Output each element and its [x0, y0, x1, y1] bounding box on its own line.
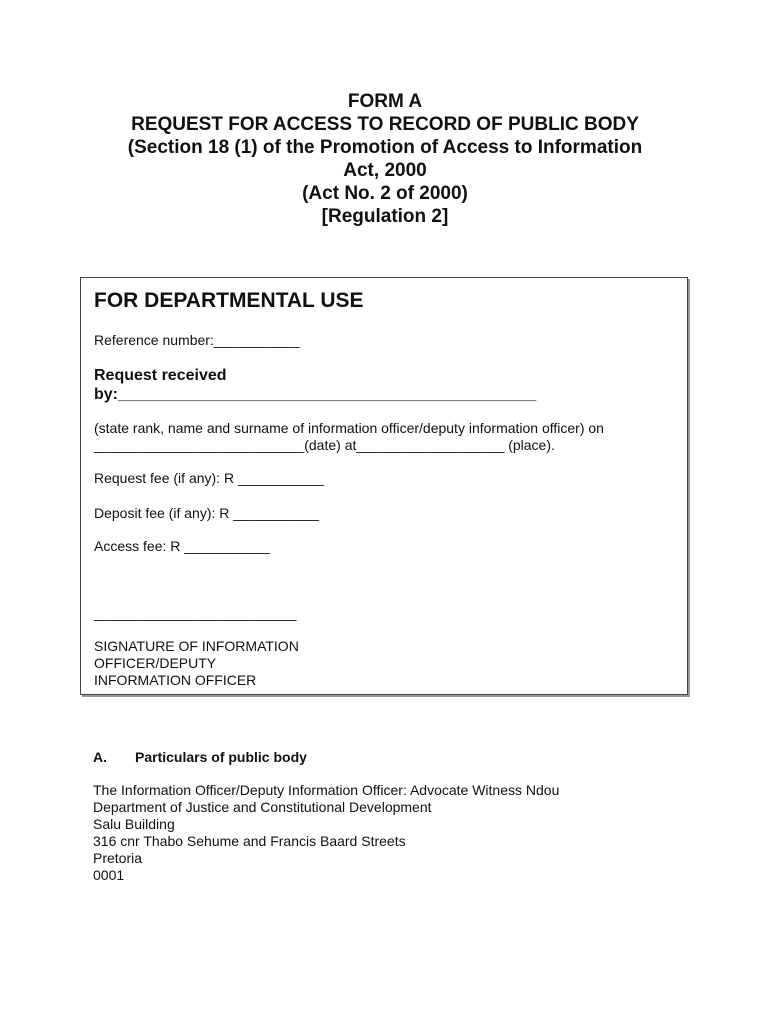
- address-line-street: 316 cnr Thabo Sehume and Francis Baard Streets: [93, 833, 406, 849]
- form-heading: REQUEST FOR ACCESS TO RECORD OF PUBLIC BODY: [131, 114, 639, 135]
- address-line-department: Department of Justice and Constitutional Development: [93, 799, 432, 815]
- request-received-by-field: by:_______________________________________________: [94, 386, 537, 403]
- form-header: [0, 90, 770, 228]
- departmental-use-box: [80, 277, 688, 695]
- state-rank-instruction: (state rank, name and surname of information officer/deputy information officer) on: [94, 420, 604, 436]
- access-fee-field: Access fee: R ___________: [94, 538, 270, 554]
- request-fee-field: Request fee (if any): R ___________: [94, 470, 324, 486]
- deposit-fee-field: Deposit fee (if any): R ___________: [94, 505, 319, 521]
- request-received-label: Request received: [94, 367, 227, 384]
- reference-number-field: Reference number:___________: [94, 332, 300, 348]
- section-a-number: A.: [93, 749, 107, 765]
- section-a-title: Particulars of public body: [135, 749, 307, 765]
- departmental-use-title: FOR DEPARTMENTAL USE: [94, 289, 364, 312]
- address-line-postal-code: 0001: [93, 867, 125, 883]
- signature-label-line3: INFORMATION OFFICER: [94, 672, 257, 688]
- form-title: FORM A: [347, 91, 423, 112]
- address-line-building: Salu Building: [93, 816, 175, 832]
- address-line-city: Pretoria: [93, 850, 143, 866]
- signature-label-line1: SIGNATURE OF INFORMATION: [94, 638, 299, 654]
- signature-line: __________________________: [94, 605, 297, 621]
- public-body-address: [93, 782, 559, 884]
- signature-label-line2: OFFICER/DEPUTY: [94, 655, 217, 671]
- form-regulation: [Regulation 2]: [321, 206, 449, 227]
- address-line-officer: The Information Officer/Deputy Information Officer: Advocate Witness Ndou: [93, 782, 560, 798]
- form-act-year: Act, 2000: [343, 160, 427, 181]
- form-section-reference: (Section 18 (1) of the Promotion of Access to Information: [127, 137, 643, 158]
- form-act-number: (Act No. 2 of 2000): [302, 183, 468, 204]
- section-a-heading: [93, 749, 307, 765]
- date-place-field: ___________________________(date) at___________________ (place).: [94, 437, 555, 453]
